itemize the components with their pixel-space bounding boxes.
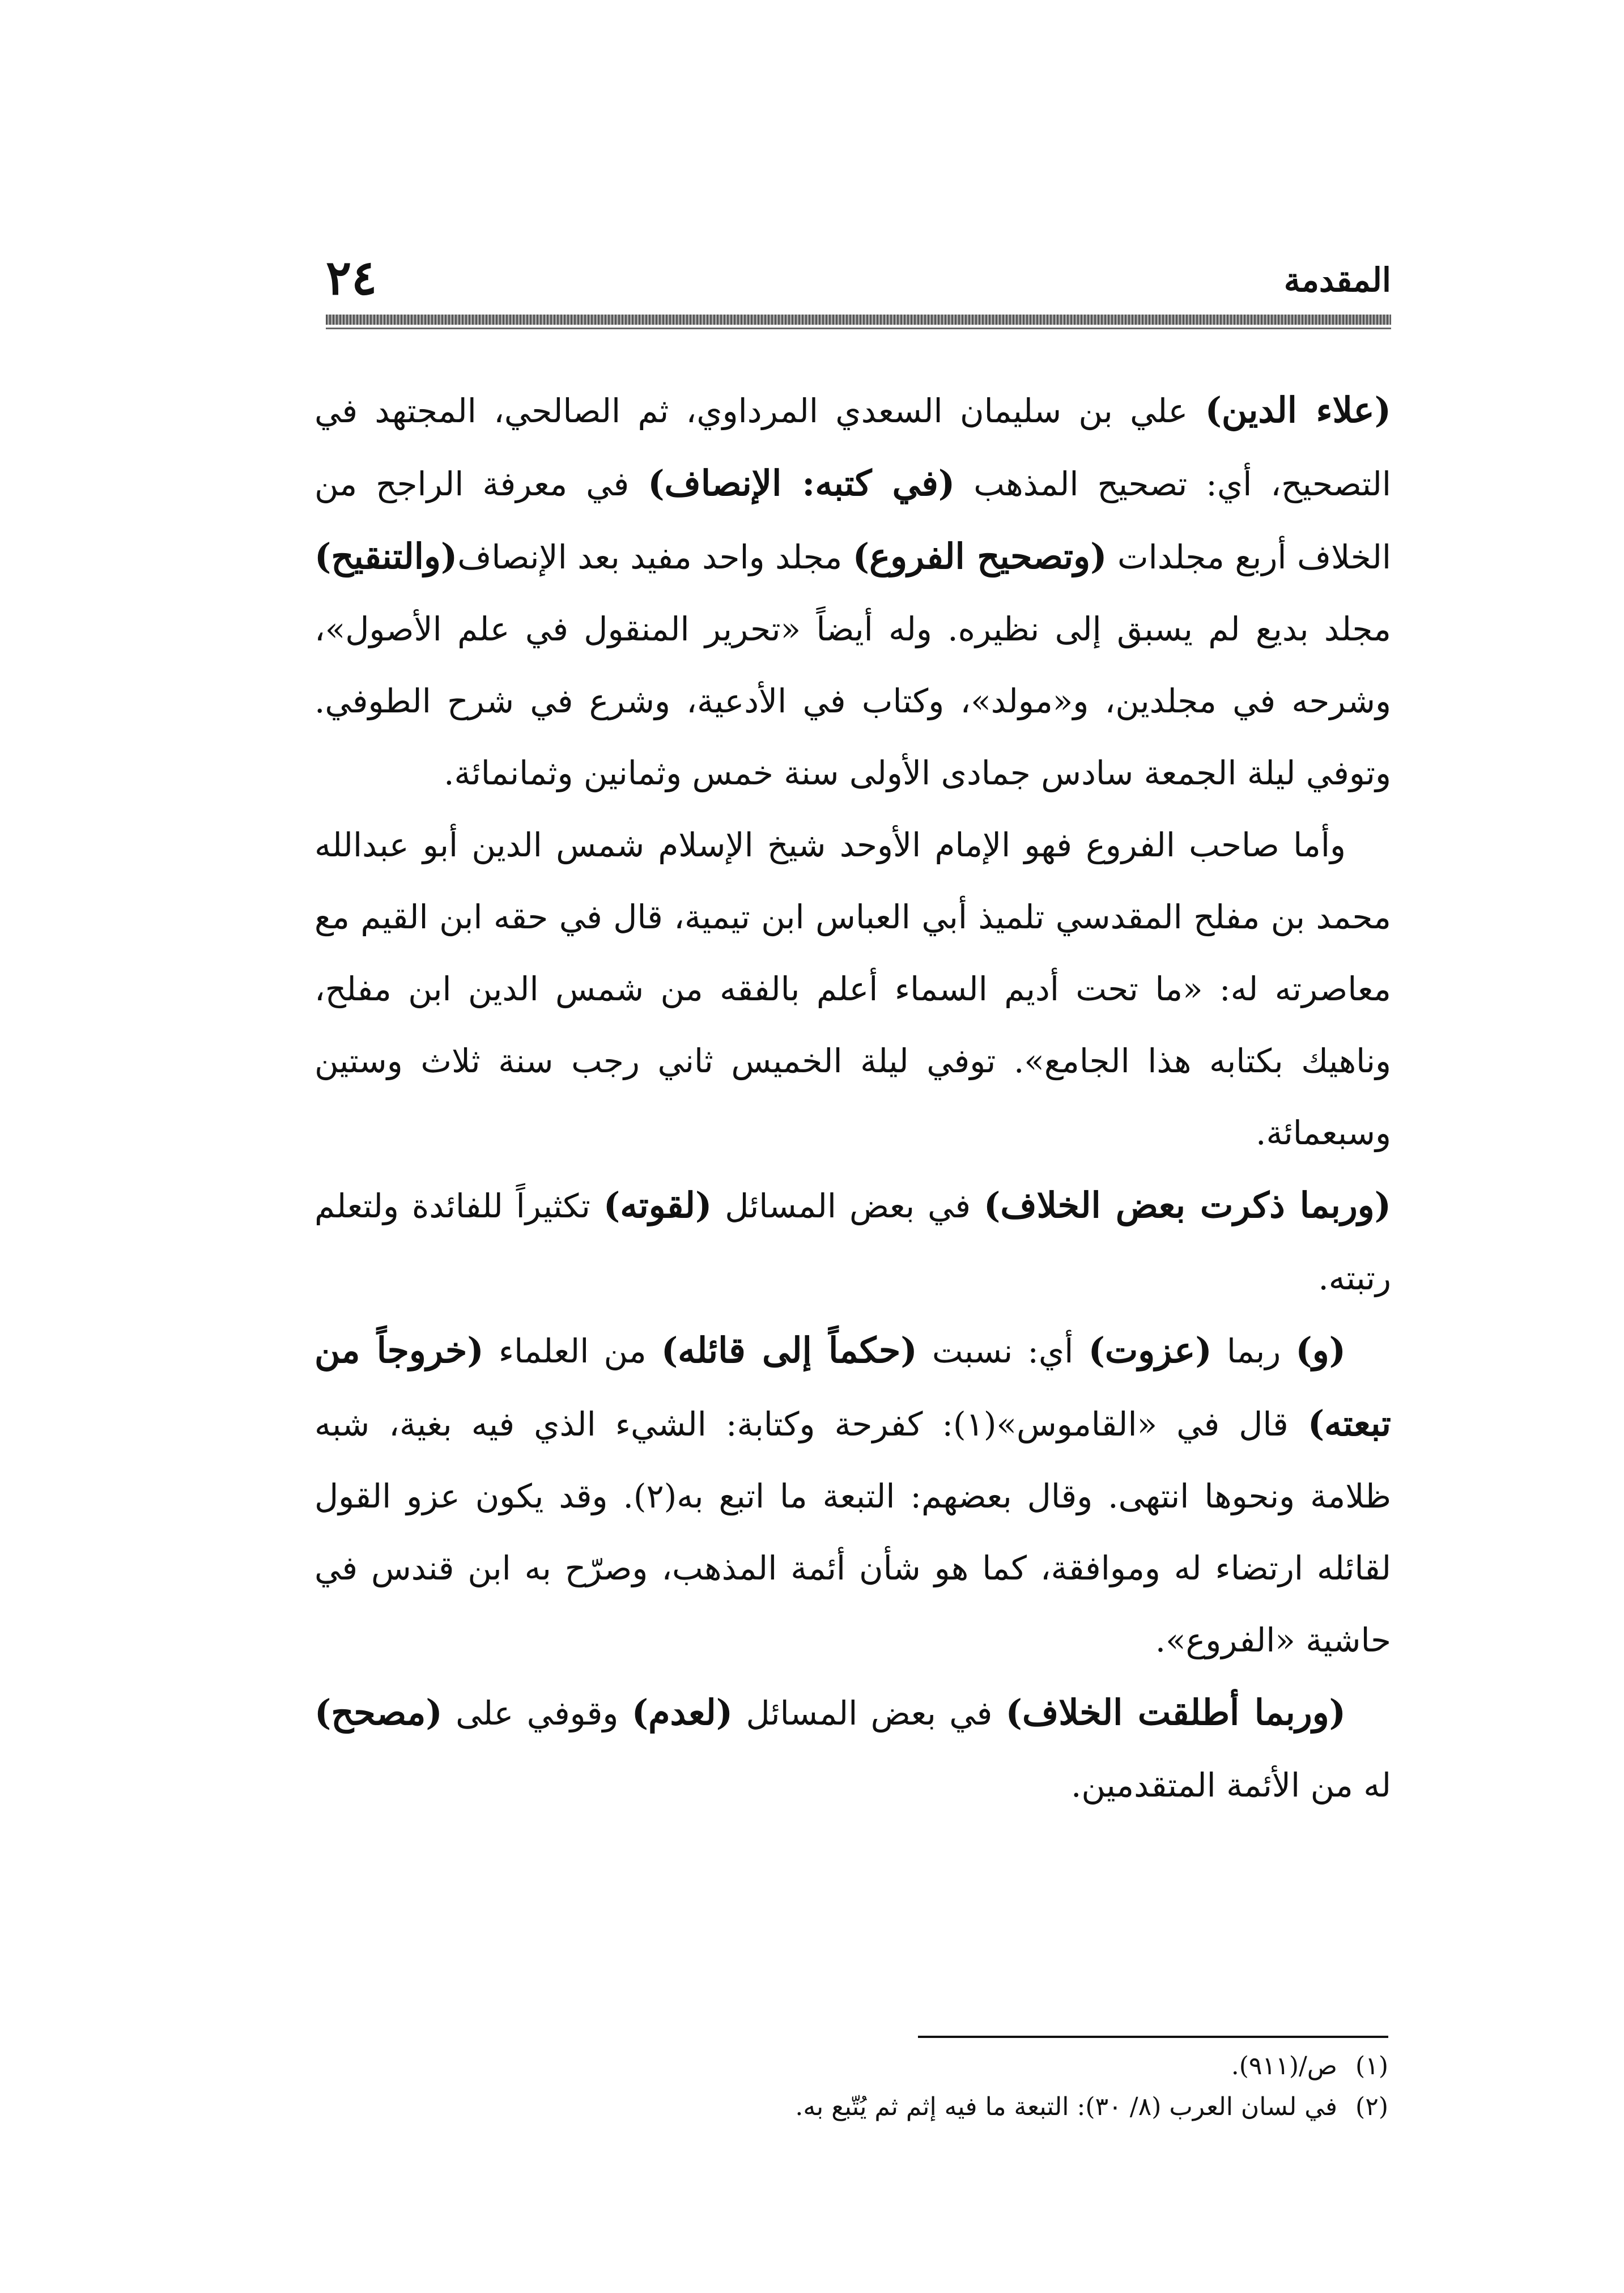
commentary-text: مجلد واحد مفيد بعد الإنصاف — [457, 538, 853, 576]
footnote-number: (١) — [1355, 2052, 1388, 2080]
header-rule — [326, 315, 1391, 325]
footnote-number: (٢) — [1355, 2092, 1388, 2121]
footnote — [340, 2087, 1388, 2128]
commentary-text: له من الأئمة المتقدمين. — [1070, 1766, 1391, 1804]
footnotes — [340, 2046, 1388, 2128]
paragraph — [314, 1314, 1391, 1676]
bold-matn-text: (وربما ذكرت بعض الخلاف) — [984, 1184, 1392, 1226]
bold-matn-text: (وتصحيح الفروع) — [852, 536, 1107, 577]
paragraph — [314, 1169, 1391, 1314]
bold-matn-text: (علاء الدين) — [1205, 389, 1391, 431]
footnote-separator — [918, 2036, 1388, 2038]
bold-matn-text: (حكماً إلى قائله) — [661, 1330, 917, 1371]
commentary-text: من العلماء — [483, 1332, 661, 1370]
footnote-text: في لسان العرب (٨/ ٣٠): التبعة ما فيه إثم ثم يُتّبع به. — [795, 2092, 1337, 2121]
bold-matn-text: (في كتبه: الإنصاف) — [648, 462, 955, 504]
bold-matn-text: (خروجاً من تبعته) — [314, 1330, 1391, 1444]
bold-matn-text: (و) — [1295, 1330, 1346, 1371]
paragraph — [314, 374, 1391, 809]
commentary-text: قال في «القاموس»(١): كفرحة وكتابة: الشيء الذي فيه بغية، شبه ظلامة ونحوها انتهى. وقال بعضهم: التبعة ما اتبع به(٢). وقد يكون عزو القول لقائله ارتضاء له وموافقة، كما هو شأن أئمة المذهب، وصرّح به ابن قندس في حاشية «الفروع». — [314, 1405, 1391, 1659]
footnote-text: ص/(٩١١). — [1231, 2052, 1337, 2080]
commentary-text: أي: نسبت — [917, 1332, 1089, 1370]
commentary-text: ربما — [1211, 1332, 1296, 1370]
body-text — [314, 374, 1391, 1821]
bold-matn-text: (لقوته) — [603, 1184, 712, 1226]
commentary-text: وأما صاحب الفروع فهو الإمام الأوحد شيخ الإسلام شمس الدين أبو عبدالله محمد بن مفلح المقدسي تلميذ أبي العباس ابن تيمية، قال في حقه ابن القيم مع معاصرته له: «ما تحت أديم السماء أعلم بالفقه من شمس الدين ابن مفلح، وناهيك بكتابه هذا الجامع». توفي ليلة الخميس ثاني رجب سنة ثلاث وستين وسبعمائة. — [314, 826, 1391, 1152]
bold-matn-text: (عزوت) — [1088, 1330, 1212, 1371]
page-header — [326, 249, 1391, 312]
paragraph — [314, 1676, 1391, 1821]
bold-matn-text: (مصحح) — [314, 1692, 443, 1733]
commentary-text: في بعض المسائل — [712, 1187, 984, 1225]
bold-matn-text: (والتنقيح) — [314, 536, 458, 577]
commentary-text: علي بن سليمان السعدي المرداوي، ثم الصالحي، المجتهد في التصحيح، أي: تصحيح المذهب — [314, 392, 1391, 503]
commentary-text: في بعض المسائل — [733, 1694, 1006, 1733]
paragraph — [314, 809, 1391, 1169]
commentary-text: مجلد بديع لم يسبق إلى نظيره. وله أيضاً «تحرير المنقول في علم الأصول»، وشرحه في مجلدين، و«مولد»، وكتاب في الأدعية، وشرع في شرح الطوفي. وتوفي ليلة الجمعة سادس جمادى الأولى سنة خمس وثمانين وثمانمائة. — [314, 610, 1391, 792]
page-number: ٢٤ — [326, 249, 377, 305]
bold-matn-text: (وربما أطلقت الخلاف) — [1005, 1692, 1346, 1733]
commentary-text: وقوفي على — [442, 1694, 632, 1733]
header-rule-line — [326, 328, 1391, 329]
commentary-text: في معرفة الراجح من الخلاف أربع مجلدات — [314, 465, 1391, 576]
section-title: المقدمة — [1283, 261, 1391, 299]
commentary-text: تكثيراً للفائدة ولتعلم رتبته. — [314, 1187, 1391, 1297]
footnote — [340, 2046, 1388, 2087]
bold-matn-text: (لعدم) — [631, 1692, 733, 1733]
